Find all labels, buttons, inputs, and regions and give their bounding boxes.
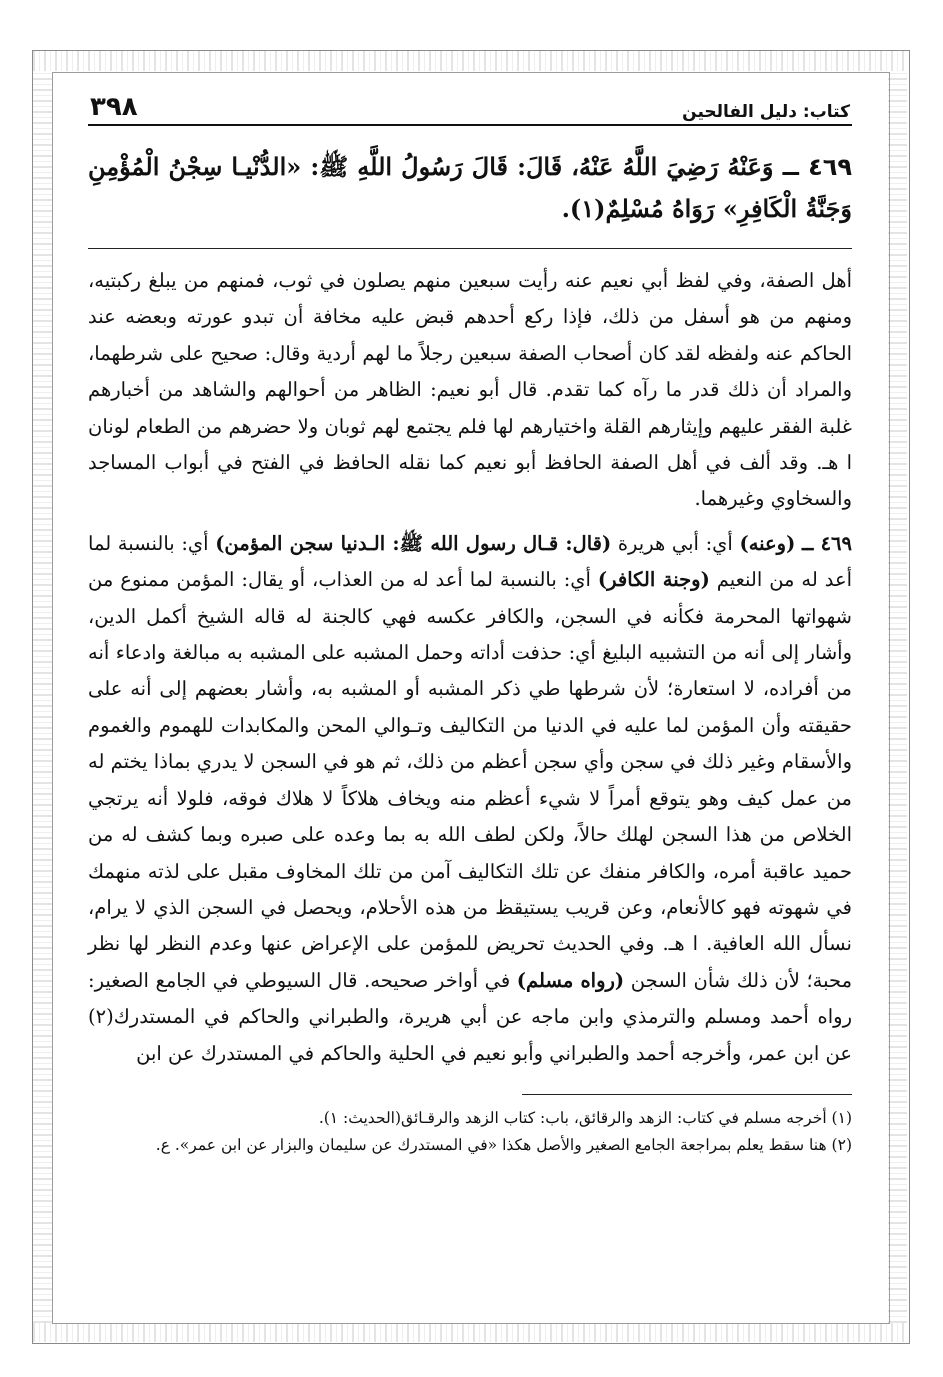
commentary-paragraph-2: [88, 526, 852, 1072]
page-number: ٣٩٨: [90, 92, 138, 122]
hadith-text-block: [88, 146, 852, 230]
footnotes: [88, 1105, 852, 1159]
ornament-border-right: [888, 71, 907, 1323]
hadith-text: وَعَنْهُ رَضِيَ اللَّهُ عَنْهُ، قَالَ: قَالَ رَسُولُ اللَّهِ ﷺ: «الدُّنْيـا سِجْنُ الْمُؤْمِنِ وَجَنَّةُ الْكَافِرِ» رَوَاهُ مُسْلِمٌ(١).: [88, 152, 852, 223]
commentary-text-3: أي: بالنسبة لما أعد له من العذاب، أو يقال: المؤمن ممنوع من شهواتها المحرمة فكأنه في السجن، والكافر عكسه فهي كالجنة له قاله الشيخ أكمل الدين، وأشار إلى أنه من التشبيه البليغ أي: حذفت أداته وحمل المشبه على المشبه به مبالغة وادعاء أنه من أفراده، لا استعارة؛ لأن شرطها طي ذكر المشبه أو المشبه به، وأشار بعضهم إلى أنه على حقيقته وأن المؤمن لما عليه في الدنيا من التكاليف وتـوالي المحن والمكابدات للهموم والغموم والأسقام وغير ذلك في سجن وأي سجن أعظم من ذلك، ثم هو في السجن لا يدري بماذا يختم له من عمل كيف وهو يتوقع أمراً لا شيء أعظم منه ويخاف هلاكاً لا هلاك فوقه، فلولا أنه يرتجي الخلاص من هذا السجن لهلك حالاً، ولكن لطف الله به بما وعده على صبره وبما كشف له من حميد عاقبة أمره، والكافر منفك عن تلك التكاليف آمن من تلك المخاوف مقبل على لذته منهمك في شهوته فهو كالأنعام، وعن قريب يستيقظ من هذه الأحلام، ويحصل في السجن الذي لا يرام، نسأل الله العافية. ا هـ. وفي الحديث تحريض للمؤمن على الإعراض عنها وعدم النظر لها نظر محبة؛ لأن ذلك شأن السجن: [88, 568, 853, 992]
running-header: [88, 88, 852, 126]
page-content: [88, 88, 852, 1159]
commentary-text-1: أي: أبي هريرة: [611, 531, 740, 555]
commentary-bold-3: (وجنة الكافر): [597, 568, 710, 592]
footnote-rule: [522, 1094, 852, 1095]
ornament-border-bottom: [33, 1323, 908, 1342]
hadith-number: ٤٦٩ ــ: [782, 153, 853, 181]
text-separator-rule: [88, 248, 852, 249]
ornament-border-left: [33, 71, 52, 1323]
commentary-bold-1: (وعنه): [739, 531, 796, 555]
commentary-bold-4: (رواه مسلم): [516, 968, 625, 992]
book-title: كتاب: دليل الفالحين: [682, 102, 850, 122]
footnote-2: (٢) هنا سقط يعلم بمراجعة الجامع الصغير والأصل هكذا «في المستدرك عن سليمان والبزار عن ابن عمر». ع.: [155, 1135, 852, 1154]
footnote-1: (١) أخرجه مسلم في كتاب: الزهد والرقائق، باب: كتاب الزهد والرقـائق(الحديث: ١).: [318, 1108, 852, 1127]
commentary-hadith-number: ٤٦٩ ــ: [801, 531, 852, 555]
commentary: [88, 263, 852, 1072]
commentary-bold-2: (قال: قـال رسول الله ﷺ: الـدنيا سجن المؤمن): [215, 531, 612, 555]
commentary-text-4: في أواخر صحيحه. قال السيوطي في الجامع الصغير: رواه أحمد ومسلم والترمذي وابن ماجه عن أبي هريرة، والطبراني والحاكم في المستدرك(٢) عن ابن عمر، وأخرجه أحمد والطبراني وأبو نعيم في الحلية والحاكم في المستدرك عن ابن: [88, 968, 852, 1065]
ornament-border-top: [33, 51, 908, 71]
commentary-paragraph-1: أهل الصفة، وفي لفظ أبي نعيم عنه رأيت سبعين منهم يصلون في ثوب، فمنهم من يبلغ ركبتيه، ومنهم من هو أسفل من ذلك، فإذا ركع أحدهم قبض عليه مخافة أن تبدو عورته وبعضه عند الحاكم عنه ولفظه لقد كان أصحاب الصفة سبعين رجلاً ما لهم أردية وقال: صحيح على شرطهما، والمراد أن ذلك قدر ما رآه كما تقدم. قال أبو نعيم: الظاهر من أحوالهم والشاهد من أخبارهم غلبة الفقر عليهم وإيثارهم القلة واختيارهم لها فلم يجتمع لهم ثوبان ولا حضرهم من الطعام لونان ا هـ. وقد ألف في أهل الصفة الحافظ أبو نعيم كما نقله الحافظ في الفتح في أبواب المساجد والسخاوي وغيرهما.: [88, 269, 852, 511]
commentary-text-2: أي: بالنسبة لما أعد له من النعيم: [88, 531, 853, 592]
